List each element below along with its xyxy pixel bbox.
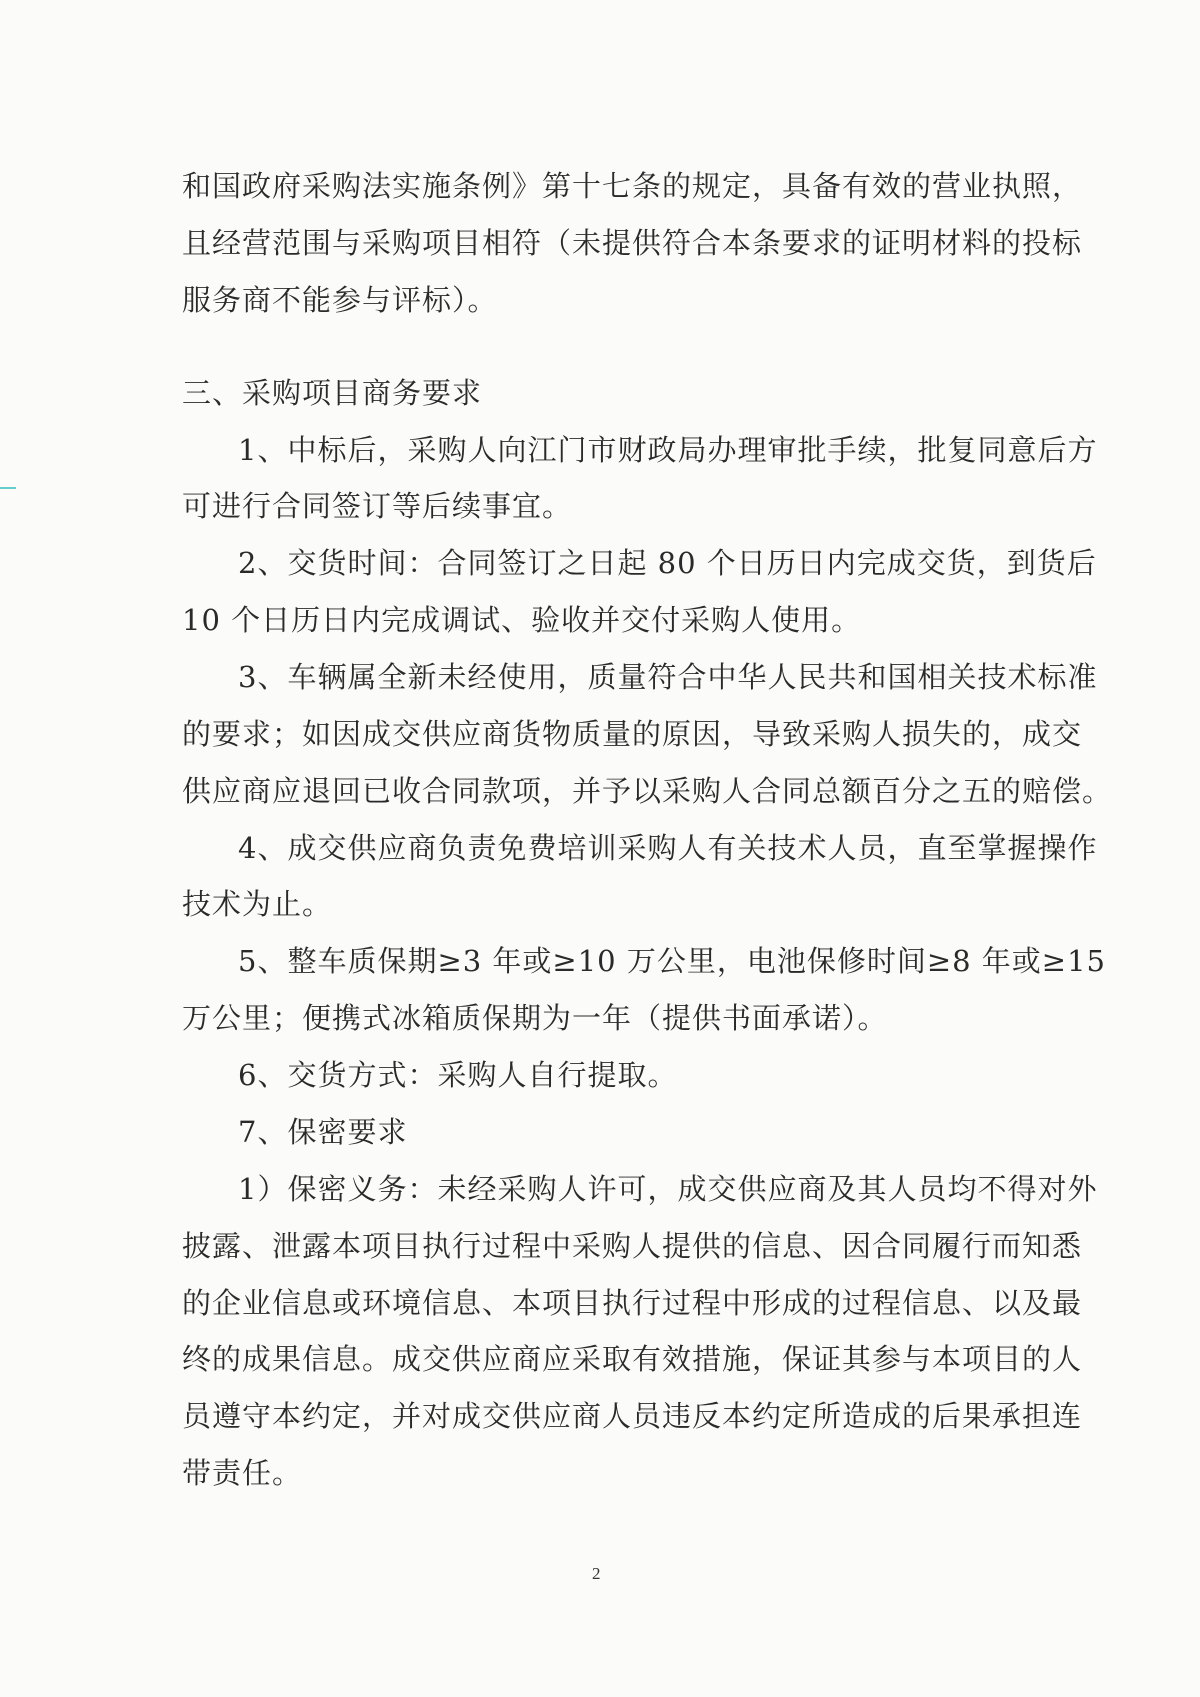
page-number: 2 <box>592 1564 601 1583</box>
text-line-2: 且经营范围与采购项目相符（未提供符合本条要求的证明材料的投标 <box>182 226 1083 260</box>
text-line-11: 供应商应退回已收合同款项，并予以采购人合同总额百分之五的赔偿。 <box>182 774 1113 808</box>
text-line-9: 3、车辆属全新未经使用，质量符合中华人民共和国相关技术标准 <box>238 660 1098 694</box>
text-line-10: 的要求；如因成交供应商货物质量的原因，导致采购人损失的，成交 <box>182 717 1083 751</box>
text-line-7: 2、交货时间：合同签订之日起 80 个日历日内完成交货，到货后 <box>238 546 1097 580</box>
text-line-23: 带责任。 <box>182 1456 303 1490</box>
text-line-3: 服务商不能参与评标）。 <box>182 283 498 317</box>
text-line-17: 7、保密要求 <box>238 1115 408 1149</box>
text-line-6: 可进行合同签订等后续事宜。 <box>182 489 573 523</box>
text-line-14: 5、整车质保期≥3 年或≥10 万公里，电池保修时间≥8 年或≥15 <box>238 944 1107 978</box>
section-heading: 三、采购项目商务要求 <box>182 376 483 410</box>
text-line-13: 技术为止。 <box>182 887 333 921</box>
scan-edge-mark <box>0 487 16 489</box>
text-line-18: 1）保密义务：未经采购人许可，成交供应商及其人员均不得对外 <box>238 1172 1098 1206</box>
text-line-21: 终的成果信息。成交供应商应采取有效措施，保证其参与本项目的人 <box>182 1342 1083 1376</box>
text-line-20: 的企业信息或环境信息、本项目执行过程中形成的过程信息、以及最 <box>182 1286 1083 1320</box>
text-line-5: 1、中标后，采购人向江门市财政局办理审批手续，批复同意后方 <box>238 433 1098 467</box>
text-line-8: 10 个日历日内完成调试、验收并交付采购人使用。 <box>182 603 862 637</box>
text-line-12: 4、成交供应商负责免费培训采购人有关技术人员，直至掌握操作 <box>238 831 1098 865</box>
text-line-19: 披露、泄露本项目执行过程中采购人提供的信息、因合同履行而知悉 <box>182 1229 1083 1263</box>
text-line-1: 和国政府采购法实施条例》第十七条的规定，具备有效的营业执照， <box>182 169 1083 203</box>
text-line-16: 6、交货方式：采购人自行提取。 <box>238 1058 678 1092</box>
text-line-15: 万公里；便携式冰箱质保期为一年（提供书面承诺）。 <box>182 1001 888 1035</box>
text-line-22: 员遵守本约定，并对成交供应商人员违反本约定所造成的后果承担连 <box>182 1399 1083 1433</box>
